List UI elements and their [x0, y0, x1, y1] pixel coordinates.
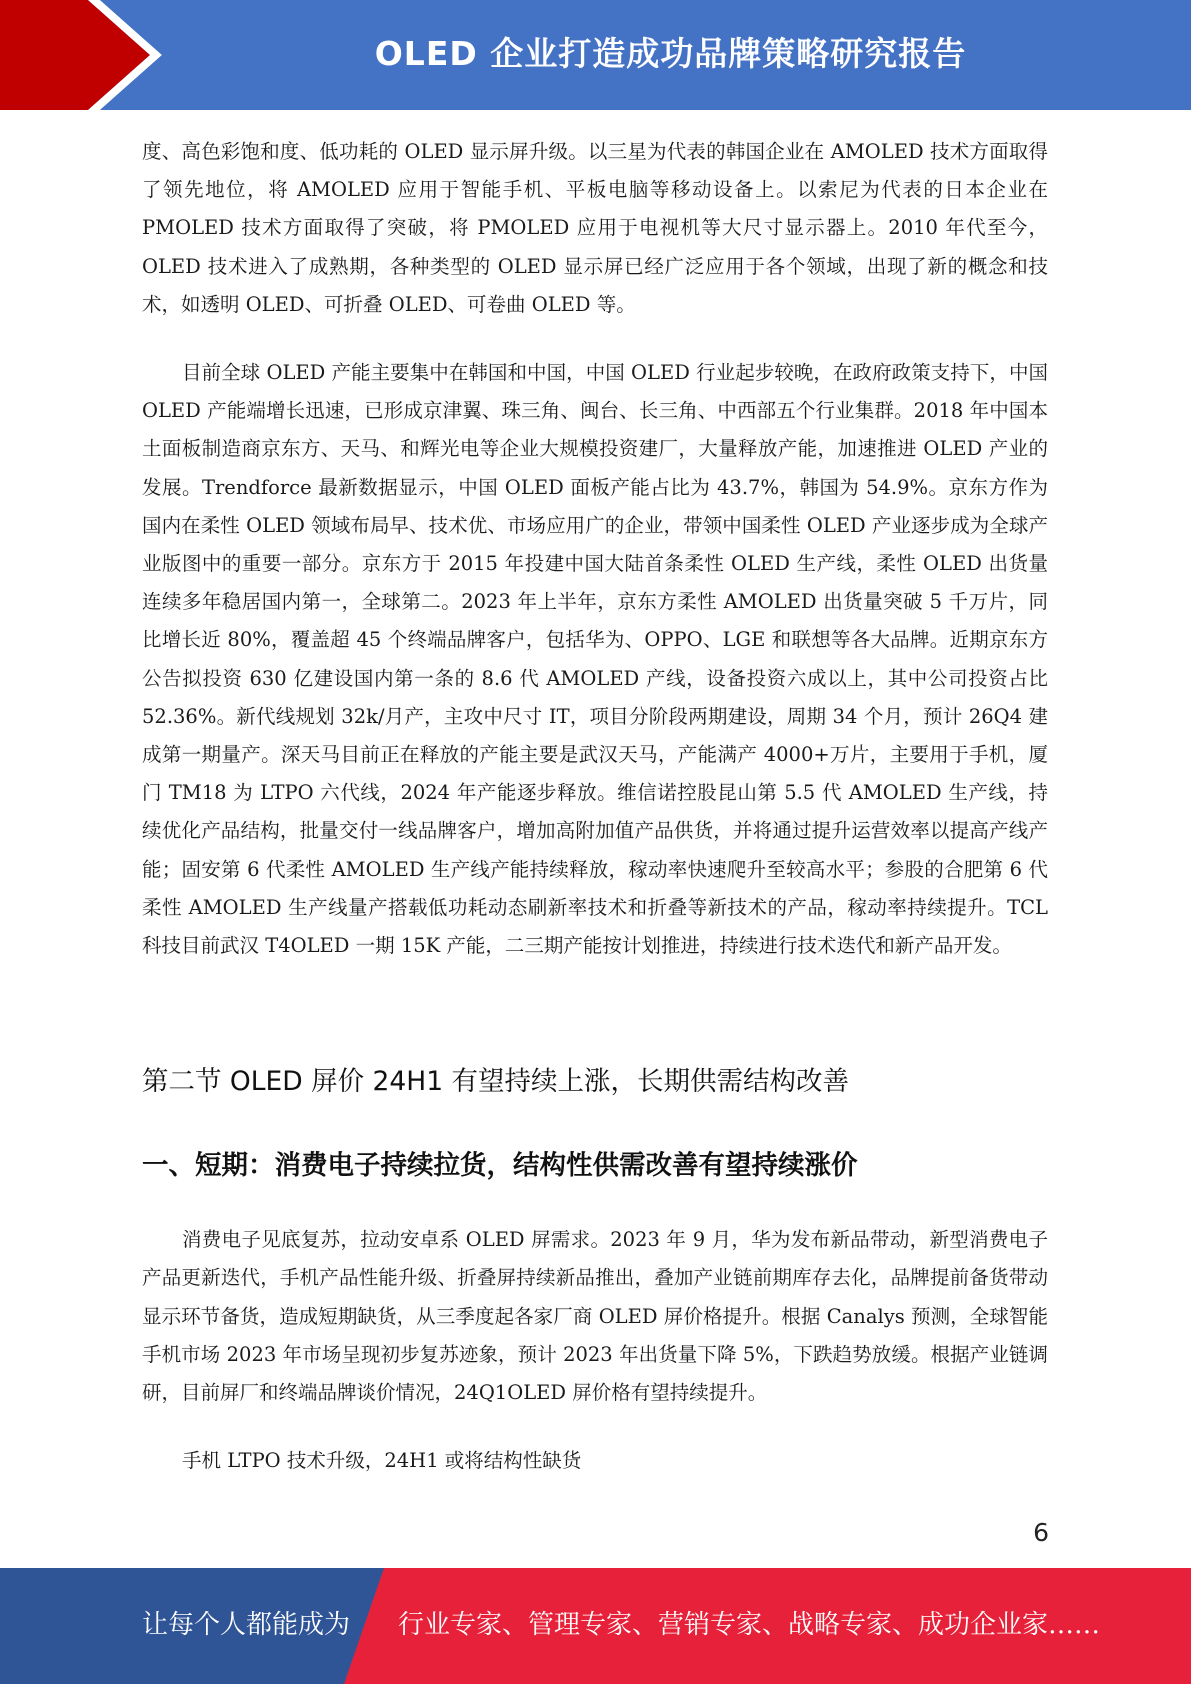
page-footer	[0, 1568, 1191, 1684]
paragraph-oled-history: 度、高色彩饱和度、低功耗的 OLED 显示屏升级。以三星为代表的韩国企业在 AMOLED 技术方面取得了领先地位，将 AMOLED 应用于智能手机、平板电脑等移动设备上。以索尼为代表的日本企业在 PMOLED 技术方面取得了突破，将 PMOLED 应用于电视机等大尺寸显示器上。2010 年代至今，OLED 技术进入了成熟期，各种类型的 OLED 显示屏已经广泛应用于各个领域，出现了新的概念和技术，如透明 OLED、可折叠 OLED、可卷曲 OLED 等。	[142, 140, 1048, 316]
footer-slogan-right: 行业专家、管理专家、营销专家、战略专家、成功企业家……	[398, 1610, 1101, 1640]
paragraph-oled-capacity: 目前全球 OLED 产能主要集中在韩国和中国，中国 OLED 行业起步较晚，在政府政策支持下，中国 OLED 产能端增长迅速，已形成京津翼、珠三角、闽台、长三角、中西部五个行业集群。2018 年中国本土面板制造商京东方、天马、和辉光电等企业大规模投资建厂，大量释放产能，加速推进 OLED 产业的发展。Trendforce 最新数据显示，中国 OLED 面板产能占比为 43.7%，韩国为 54.9%。京东方作为国内在柔性 OLED 领域布局早、技术优、市场应用广的企业，带领中国柔性 OLED 产业逐步成为全球产业版图中的重要一部分。京东方于 2015 年投建中国大陆首条柔性 OLED 生产线，柔性 OLED 出货量连续多年稳居国内第一，全球第二。2023 年上半年，京东方柔性 AMOLED 出货量突破 5 千万片，同比增长近 80%，覆盖超 45 个终端品牌客户，包括华为、OPPO、LGE 和联想等各大品牌。近期京东方公告拟投资 630 亿建设国内第一条的 8.6 代 AMOLED 产线，设备投资六成以上，其中公司投资占比 52.36%。新代线规划 32k/月产，主攻中尺寸 IT，项目分阶段两期建设，周期 34 个月，预计 26Q4 建成第一期量产。深天马目前正在释放的产能主要是武汉天马，产能满产 4000+万片，主要用于手机，厦门 TM18 为 LTPO 六代线，2024 年产能逐步释放。维信诺控股昆山第 5.5 代 AMOLED 生产线，持续优化产品结构，批量交付一线品牌客户，增加高附加值产品供货，并将通过提升运营效率以提高产线产能；固安第 6 代柔性 AMOLED 生产线产能持续释放，稼动率快速爬升至较高水平；参股的合肥第 6 代柔性 AMOLED 生产线量产搭载低功耗动态刷新率技术和折叠等新技术的产品，稼动率持续提升。TCL 科技目前武汉 T4OLED 一期 15K 产能，二三期产能按计划推进，持续进行技术迭代和新产品开发。	[142, 361, 1048, 958]
section-title: 第二节 OLED 屏价 24H1 有望持续上涨，长期供需结构改善	[142, 1066, 849, 1098]
page-body	[142, 133, 1048, 1480]
page-header	[0, 0, 1191, 110]
footer-slogan-left: 让每个人都能成为	[142, 1610, 351, 1640]
paragraph-consumer-recovery: 消费电子见底复苏，拉动安卓系 OLED 屏需求。2023 年 9 月，华为发布新品带动，新型消费电子产品更新迭代，手机产品性能升级、折叠屏持续新品推出，叠加产业链前期库存去化，品牌提前备货带动显示环节备货，造成短期缺货，从三季度起各家厂商 OLED 屏价格提升。根据 Canalys 预测，全球智能手机市场 2023 年市场呈现初步复苏迹象，预计 2023 年出货量下降 5%，下跌趋势放缓。根据产业链调研，目前屏厂和终端品牌谈价情况，24Q1OLED 屏价格有望持续提升。	[142, 1228, 1048, 1405]
paragraph-ltpo-upgrade: 手机 LTPO 技术升级，24H1 或将结构性缺货	[182, 1449, 582, 1473]
report-title: OLED 企业打造成功品牌策略研究报告	[374, 34, 967, 73]
subsection-title: 一、短期：消费电子持续拉货，结构性供需改善有望持续涨价	[142, 1150, 858, 1182]
page-number: 6	[1033, 1518, 1049, 1547]
